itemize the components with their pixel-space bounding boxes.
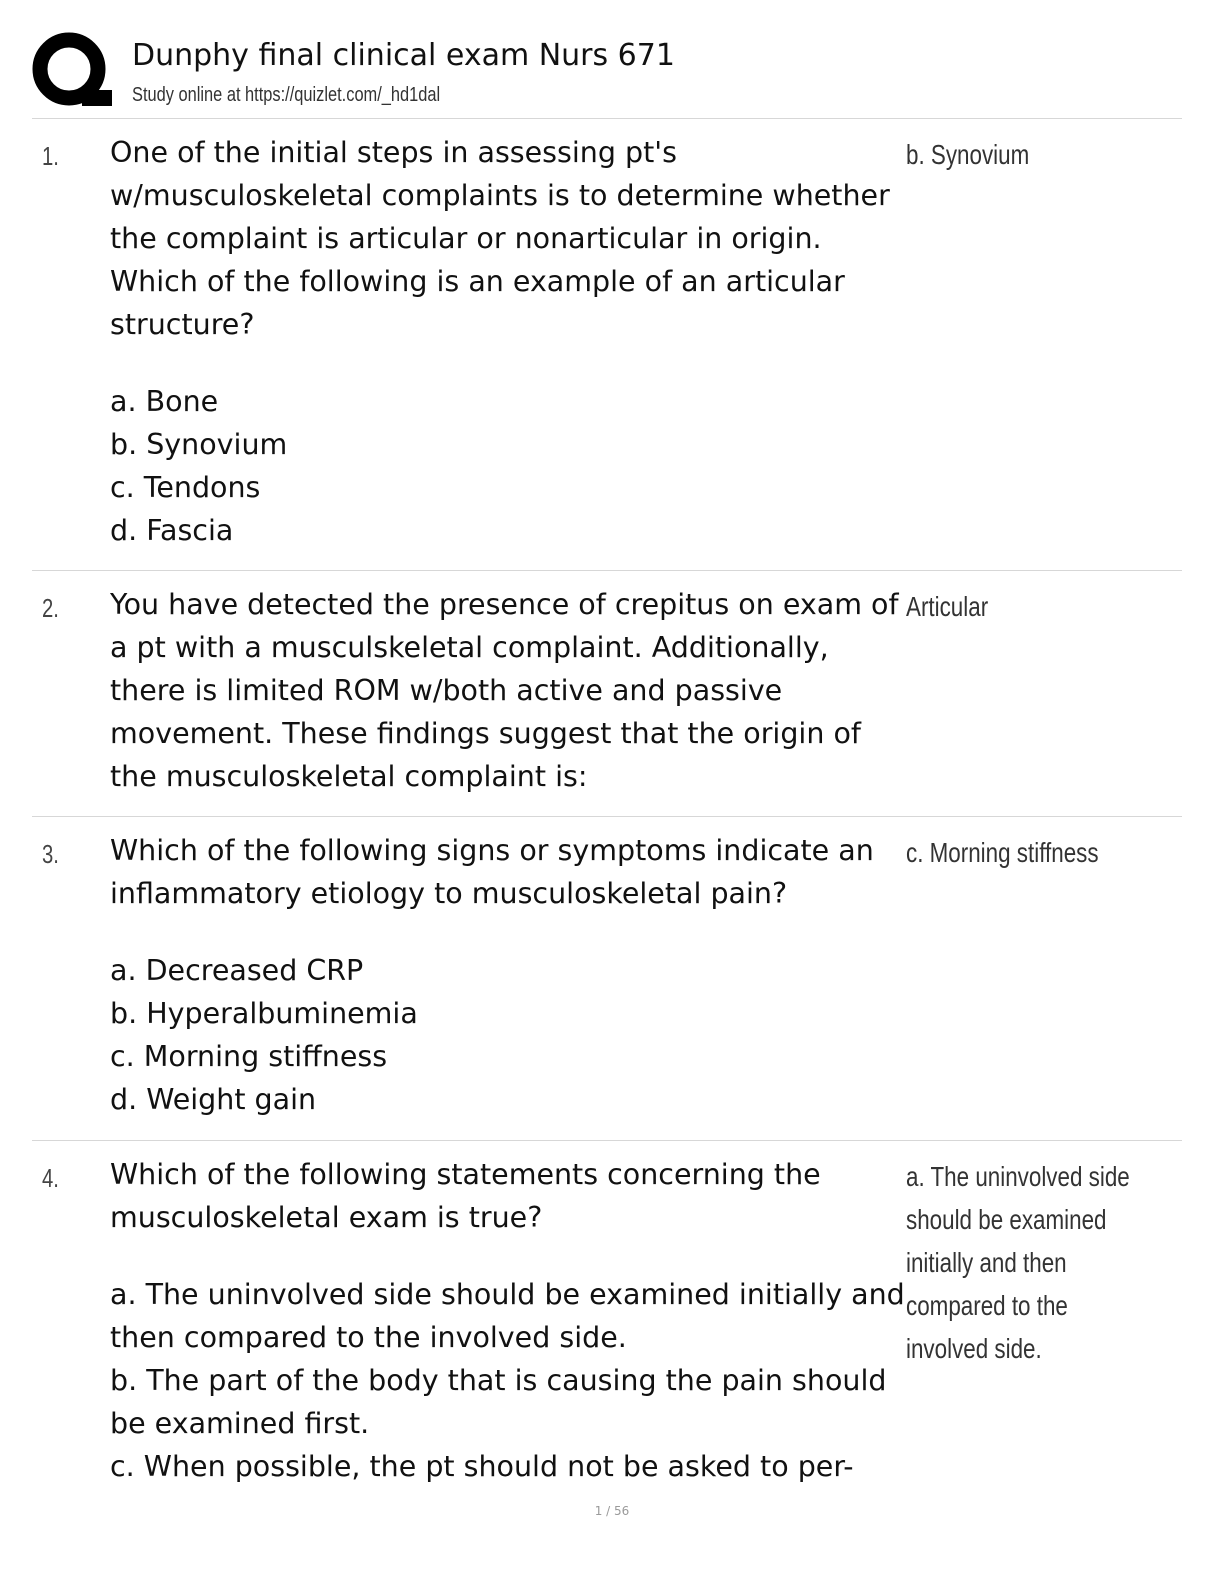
- card-number: 3.: [42, 839, 59, 869]
- page-number: 1 / 56: [594, 1504, 630, 1518]
- study-online-text: Study online at https://quizlet.com/_hd1dal: [132, 84, 441, 106]
- card-question: [110, 829, 910, 1121]
- card-answer: c. Morning stiffness: [906, 837, 1099, 868]
- option-a: a. Bone: [110, 385, 219, 418]
- option-a: a. Decreased CRP: [110, 954, 364, 987]
- card-number: 2.: [42, 593, 59, 623]
- option-b: b. Hyperalbuminemia: [110, 997, 418, 1030]
- page-header: [32, 30, 1182, 119]
- card-number: 4.: [42, 1163, 59, 1193]
- option-a: a. The uninvolved side should be examined initially and then compared to the involved side.: [110, 1278, 905, 1354]
- question-text: Which of the following statements concerning the musculoskeletal exam is true?: [110, 1158, 821, 1234]
- card-answer: a. The uninvolved side should be examined initially and then compared to the involved side.: [906, 1161, 1130, 1364]
- card-answer: Articular: [906, 591, 989, 622]
- option-c: c. Morning stiffness: [110, 1040, 388, 1073]
- option-c: c. Tendons: [110, 471, 261, 504]
- card-number: 1.: [42, 141, 59, 171]
- option-d: d. Fascia: [110, 514, 234, 547]
- card-question: [110, 131, 910, 552]
- option-b: b. The part of the body that is causing the pain should be examined first.: [110, 1364, 887, 1440]
- flashcard-3: [32, 817, 1182, 1141]
- flashcard-2: [32, 571, 1182, 817]
- option-b: b. Synovium: [110, 428, 288, 461]
- page-title: Dunphy final clinical exam Nurs 671: [132, 38, 675, 73]
- card-question: [110, 1153, 910, 1488]
- option-d: d. Weight gain: [110, 1083, 317, 1116]
- option-c: c. When possible, the pt should not be asked to per-: [110, 1450, 854, 1483]
- quizlet-logo-icon: [32, 32, 112, 112]
- question-text: One of the initial steps in assessing pt's w/musculoskeletal complaints is to determine whether the complaint is articular or nonarticular in origin. Which of the following is an example of an articular structure?: [110, 136, 890, 341]
- card-answer: b. Synovium: [906, 139, 1030, 170]
- question-text: Which of the following signs or symptoms indicate an inflammatory etiology to musculoskeletal pain?: [110, 834, 874, 910]
- flashcard-1: [32, 119, 1182, 571]
- question-text: You have detected the presence of crepitus on exam of a pt with a musculskeletal complaint. Additionally, there is limited ROM w/both active and passive movement. These findings suggest that the origin of the musculoskeletal complaint is:: [110, 588, 899, 793]
- flashcard-list: [32, 119, 1182, 1501]
- flashcard-4: [32, 1141, 1182, 1501]
- card-question: [110, 583, 910, 798]
